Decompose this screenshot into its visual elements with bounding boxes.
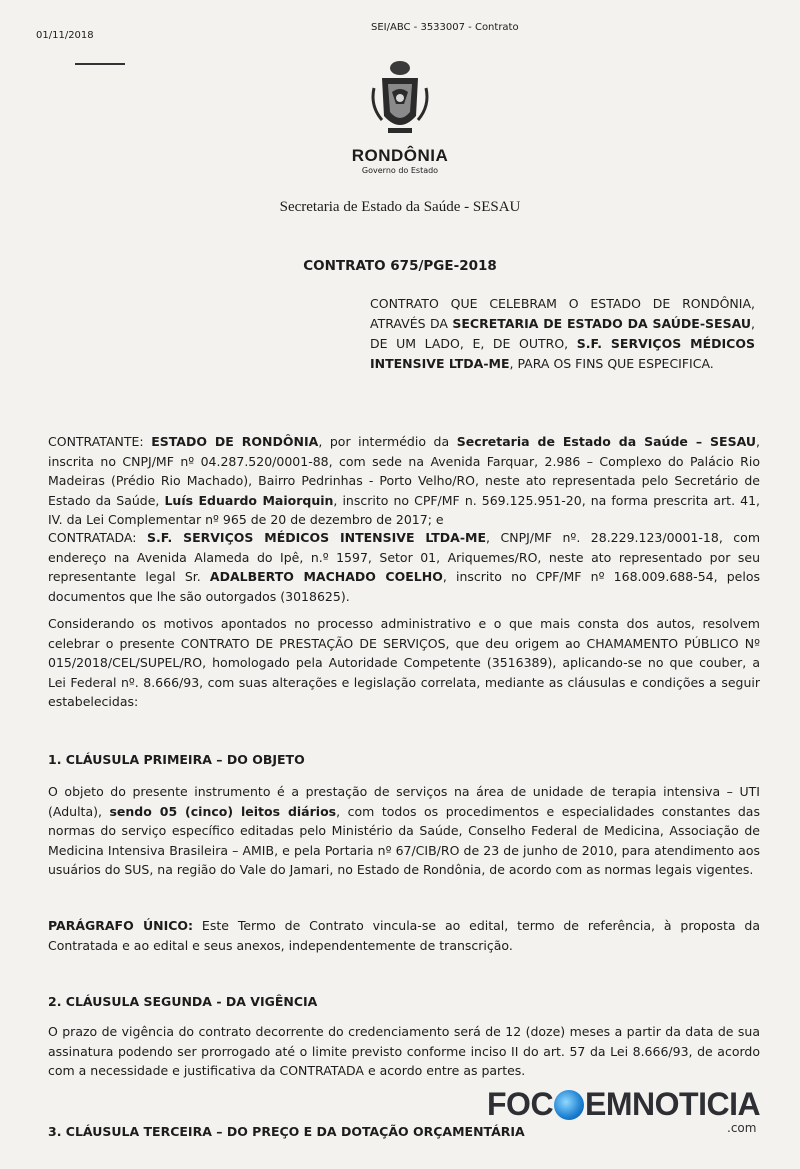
contratante-paragraph	[48, 432, 760, 530]
clause2-paragraph: O prazo de vigência do contrato decorrente do credenciamento será de 12 (doze) meses a partir da data de sua assinatura podendo ser prorrogado até o limite previsto conforme inciso II do art. 57 da Lei 8.666/93, de acordo com a necessidade e justificativa da CONTRATADA e acordo entre as partes.	[48, 1024, 760, 1078]
contratante-text: , inscrito no CPF/MF n. 569.125.951-20, na forma prescrita art. 41, IV. da Lei Complementar nº 965 de 20 de dezembro de 2017; e	[48, 492, 761, 527]
state-subtitle: Governo do Estado	[361, 166, 439, 175]
contratante-text: , por intermédio da	[318, 434, 457, 449]
paragrafo-unico-label: PARÁGRAFO ÚNICO:	[48, 918, 194, 933]
preamble-text: , DE UM LADO, E, DE OUTRO,	[370, 316, 755, 351]
clause2-heading: 2. CLÁUSULA SEGUNDA - DA VIGÊNCIA	[48, 994, 318, 1009]
contract-preamble	[370, 294, 755, 374]
clause1-text: O objeto do presente instrumento é a prestação de serviços na área de unidade de terapia intensiva – UTI (Adulta),	[48, 784, 760, 819]
contratada-representative: ADALBERTO MACHADO COELHO	[209, 569, 443, 584]
state-name: RONDÔNIA	[351, 146, 449, 165]
preamble-bold-company: S.F. SERVIÇOS MÉDICOS INTENSIVE LTDA-ME	[370, 336, 755, 371]
contratante-label: CONTRATANTE:	[48, 434, 152, 449]
clause1-text: , com todos os procedimentos e especialidades constantes das normas do serviço específico editadas pelo Ministério da Saúde, Conselho Federal de Medicina, Associação de Medicina Intensiva Brasileira – AMIB, e pela Portaria nº 67/CIB/RO de 23 de junho de 2010, para atendimento aos usuários do SUS, na região do Vale do Jamari, no Estado de Rondônia, de acordo com as normas legais vigentes.	[48, 803, 760, 877]
clause1-paragraph	[48, 782, 760, 880]
contratada-label: CONTRATADA:	[48, 530, 147, 545]
watermark-suffix: .com	[727, 1121, 757, 1135]
considerando-paragraph: Considerando os motivos apontados no processo administrativo e o que mais consta dos autos, resolvem celebrar o presente CONTRATO DE PRESTAÇÃO DE SERVIÇOS, que deu origem ao CHAMAMENTO PÚBLICO Nº 015/2018/CEL/SUPEL/RO, homologado pela Autoridade Competente (3516389), aplicando-se no que couber, a Lei Federal nº. 8.666/93, com suas alterações e legislação correlata, mediante as cláusulas e condições a seguir estabelecidas:	[48, 616, 760, 709]
contratante-name: ESTADO DE RONDÔNIA	[151, 434, 319, 449]
contratante-text: , inscrita no CNPJ/MF nº 04.287.520/0001-88, com sede na Avenida Farquar, 2.986 – Complexo do Palácio Rio Madeiras (Prédio Rio Machado), Bairro Pedrinhas - Porto Velho/RO, neste ato representada pelo Secretário de Estado da Saúde,	[48, 434, 760, 508]
contratante-secretaria: Secretaria de Estado da Saúde – SESAU	[456, 434, 757, 449]
document-reference: SEI/ABC - 3533007 - Contrato	[371, 22, 519, 33]
contratada-name: S.F. SERVIÇOS MÉDICOS INTENSIVE LTDA-ME	[147, 530, 487, 545]
preamble-text: CONTRATO QUE CELEBRAM O ESTADO DE RONDÔNIA, ATRAVÉS DA	[370, 296, 755, 331]
preamble-text: , PARA OS FINS QUE ESPECIFICA.	[509, 356, 714, 371]
globe-icon	[554, 1090, 584, 1120]
contratada-paragraph	[48, 528, 760, 606]
contract-title: CONTRATO 675/PGE-2018	[303, 258, 497, 274]
contratada-text: , inscrito no CPF/MF nº 168.009.688-54, pelos documentos que lhe são outorgados (3018625).	[48, 569, 761, 604]
contratada-text: , CNPJ/MF nº. 28.229.123/0001-18, com endereço na Avenida Alameda do Ipê, n.º 1597, Setor 01, Ariquemes/RO, neste ato representado por seu representante legal Sr.	[48, 530, 760, 584]
contratante-secretary-name: Luís Eduardo Maiorquin	[164, 492, 334, 508]
preamble-bold-secretaria: SECRETARIA DE ESTADO DA SAÚDE-SESAU	[452, 316, 752, 331]
clause3-heading: 3. CLÁUSULA TERCEIRA – DO PREÇO E DA DOTAÇÃO ORÇAMENTÁRIA	[48, 1124, 525, 1139]
print-date: 01/11/2018	[36, 30, 94, 41]
paragrafo-unico-text: Este Termo de Contrato vincula-se ao edital, termo de referência, à proposta da Contratada e ao edital e seus anexos, independentemente de transcrição.	[48, 918, 760, 953]
clause1-bold: sendo 05 (cinco) leitos diários	[109, 803, 337, 819]
watermark-logo	[487, 1086, 760, 1123]
handwritten-dash	[75, 63, 125, 65]
clause1-heading: 1. CLÁUSULA PRIMEIRA – DO OBJETO	[48, 752, 305, 767]
watermark-text: EMNOTICIA	[585, 1086, 761, 1122]
paragrafo-unico	[48, 916, 760, 955]
watermark-text: FOC	[487, 1086, 554, 1122]
secretaria-heading: Secretaria de Estado da Saúde - SESAU	[279, 199, 521, 215]
state-coat-of-arms-icon	[368, 58, 432, 144]
